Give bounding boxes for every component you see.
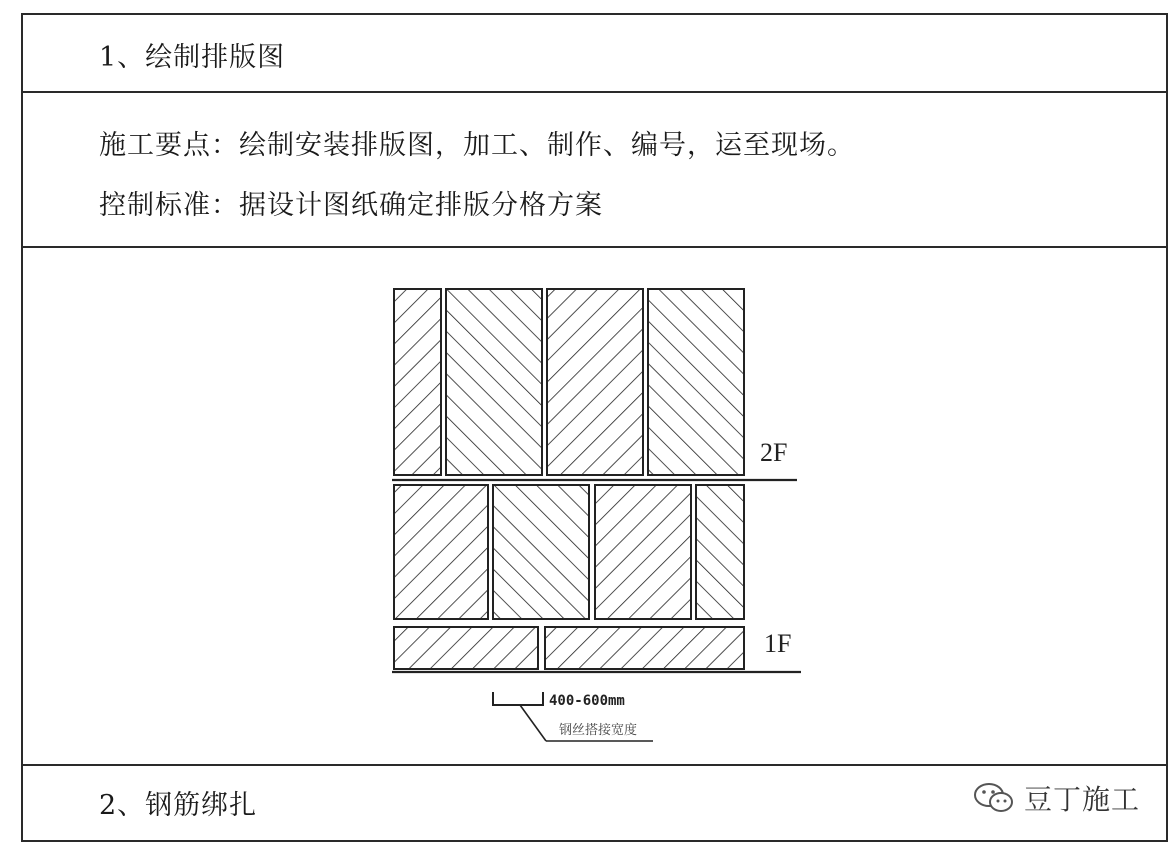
wechat-logo-icon <box>972 780 1016 816</box>
layout-diagram <box>23 248 1166 766</box>
dimension-value: 400-600mm <box>549 693 625 709</box>
dimension-bracket <box>493 692 543 705</box>
section-2-title: 2、钢筋绑扎 <box>99 790 258 821</box>
dimension-leader <box>520 705 546 741</box>
floor-label-2f: 2F <box>760 438 788 467</box>
panel-lower-4 <box>696 485 744 619</box>
panel-base-1 <box>394 627 538 669</box>
watermark-text: 豆丁施工 <box>1023 783 1140 816</box>
section-2-row <box>23 766 1166 840</box>
section-1-row <box>23 15 1166 93</box>
key-points-text: 施工要点：绘制安装排版图，加工、制作、编号，运至现场。 <box>99 130 855 161</box>
panel-upper-2 <box>446 289 542 475</box>
section-1-title: 1、绘制排版图 <box>99 42 286 73</box>
panel-upper-1 <box>394 289 441 475</box>
notes-row <box>23 93 1166 248</box>
panel-lower-3 <box>595 485 691 619</box>
floor-label-1f: 1F <box>764 629 792 658</box>
control-standard-text: 控制标准：据设计图纸确定排版分格方案 <box>99 190 603 221</box>
panel-base-2 <box>545 627 744 669</box>
panel-upper-3 <box>547 289 643 475</box>
watermark <box>972 778 1140 818</box>
panel-lower-1 <box>394 485 488 619</box>
dimension-note: 钢丝搭接宽度 <box>559 723 638 738</box>
layout-diagram-row <box>23 248 1166 766</box>
panel-upper-4 <box>648 289 744 475</box>
panel-lower-2 <box>493 485 589 619</box>
document-table <box>21 13 1168 842</box>
